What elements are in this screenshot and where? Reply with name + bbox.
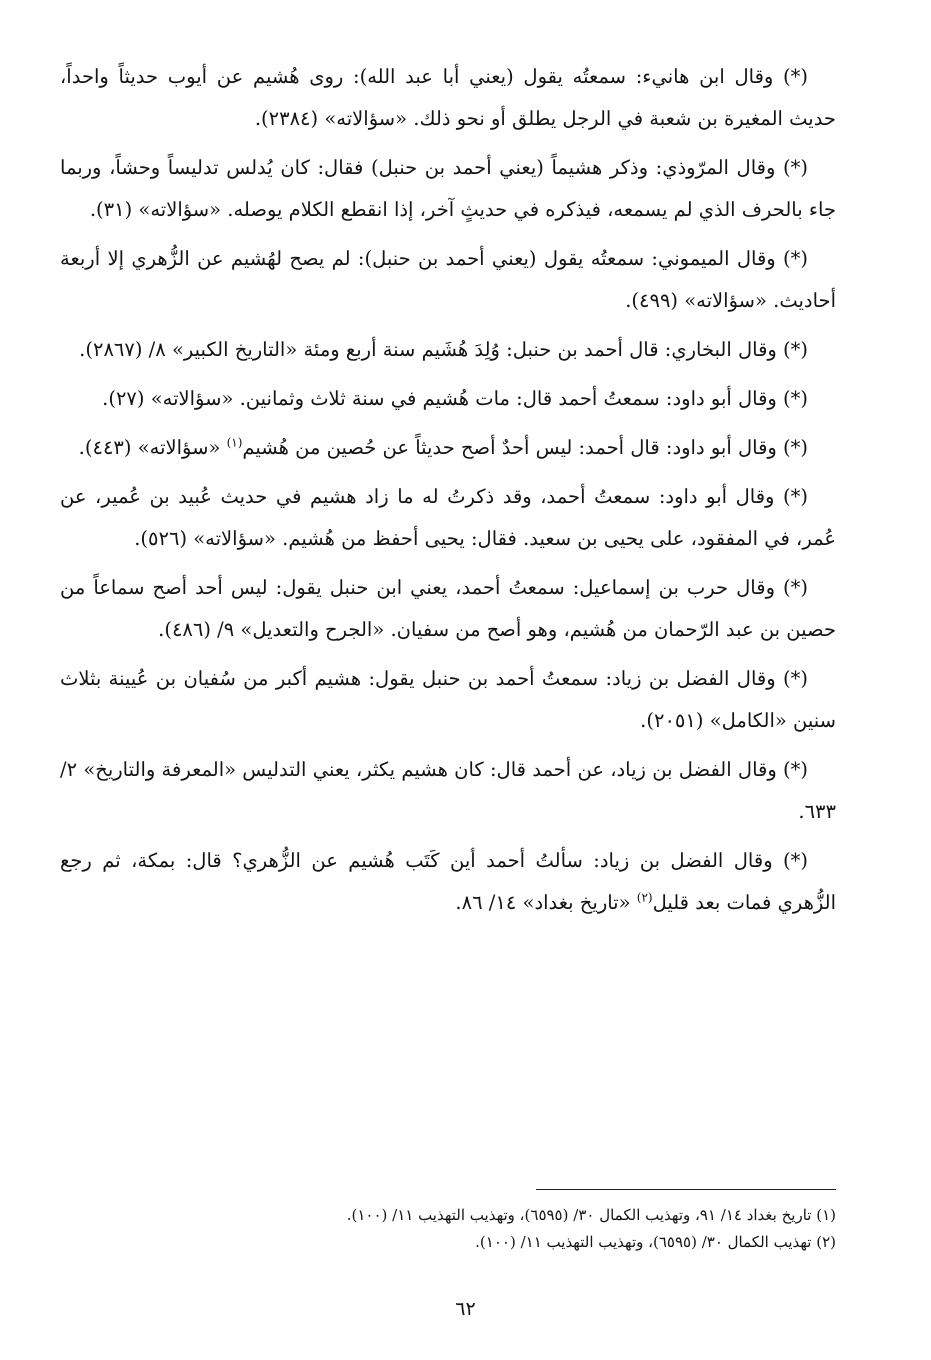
page-body [60,56,836,931]
paragraph-7: (*) وقال أبو داود: سمعتُ أحمد، وقد ذكرتُ له ما زاد هشيم في حديث عُبيد بن عُمير، عن عُمر، في المفقود، على يحيى بن سعيد. فقال: يحيى أحفظ من هُشيم. «سؤالاته» (٥٢٦). [60,485,836,550]
paragraph-8: (*) وقال حرب بن إسماعيل: سمعتُ أحمد، يعني ابن حنبل يقول: ليس أحد أصح سماعاً من حصين بن عبد الرّحمان من هُشيم، وهو أصح من سفيان. «الجرح والتعديل» ٩/ (٤٨٦). [60,576,836,641]
paragraph-4: (*) وقال البخاري: قال أحمد بن حنبل: وُلِدَ هُشَيم سنة أربع ومئة «التاريخ الكبير» ٨/ (٢٨٦٧). [79,338,808,361]
paragraph-11 [60,840,836,924]
paragraph-3: (*) وقال الميموني: سمعتُه يقول (يعني أحمد بن حنبل): لم يصح لهُشيم عن الزُّهري إلا أربعة أحاديث. «سؤالاته» (٤٩٩). [60,247,836,312]
paragraph-6-text: (*) وقال أبو داود: قال أحمد: ليس أحدٌ أصح حديثاً عن حُصين من هُشيم [242,436,808,459]
footnote-2: (٢) تهذيب الكمال ٣٠/ (٦٥٩٥)، وتهذيب التهذيب ١١/ (١٠٠). [475,1233,836,1251]
footnote-marker-1: (١) [226,435,243,450]
paragraph-5: (*) وقال أبو داود: سمعتُ أحمد قال: مات هُشيم في سنة ثلاث وثمانين. «سؤالاته» (٢٧). [102,387,808,410]
paragraph-11-text: (*) وقال الفضل بن زياد: سألتُ أحمد أين كَتَب هُشيم عن الزُّهري؟ قال: بمكة، ثم رجع الزُّهري فمات بعد قليل [60,849,836,914]
paragraph-1: (*) وقال ابن هانيء: سمعتُه يقول (يعني أبا عبد الله): روى هُشيم عن أيوب حديثاً واحداً، حديث المغيرة بن شعبة في الرجل يطلق أو نحو ذلك. «سؤالاته» (٢٣٨٤). [60,65,836,130]
paragraph-9: (*) وقال الفضل بن زياد: سمعتُ أحمد بن حنبل يقول: هشيم أكبر من سُفيان بن عُيينة بثلاث سنين «الكامل» (٢٠٥١). [60,667,836,732]
footnote-1: (١) تاريخ بغداد ١٤/ ٩١، وتهذيب الكمال ٣٠/ (٦٥٩٥)، وتهذيب التهذيب ١١/ (١٠٠). [346,1206,836,1224]
footnote-divider [536,1189,836,1190]
paragraph-11-source: «تاريخ بغداد» ١٤/ ٨٦. [455,891,637,914]
footnotes [60,1202,836,1256]
footnote-marker-2: (٢) [636,890,653,905]
paragraph-10: (*) وقال الفضل بن زياد، عن أحمد قال: كان هشيم يكثر، يعني التدليس «المعرفة والتاريخ» ٢/ ٦٣٣. [60,758,836,823]
paragraph-6-source: «سؤالاته» (٤٤٣). [78,436,227,459]
paragraph-2: (*) وقال المرّوذي: وذكر هشيماً (يعني أحمد بن حنبل) فقال: كان يُدلس تدليساً وحشاً، وربما جاء بالحرف الذي لم يسمعه، فيذكره في حديثٍ آخر، إذا انقطع الكلام يوصله. «سؤالاته» (٣١). [60,156,836,221]
paragraph-6 [60,427,836,469]
page-number: ٦٢ [455,1298,476,1320]
